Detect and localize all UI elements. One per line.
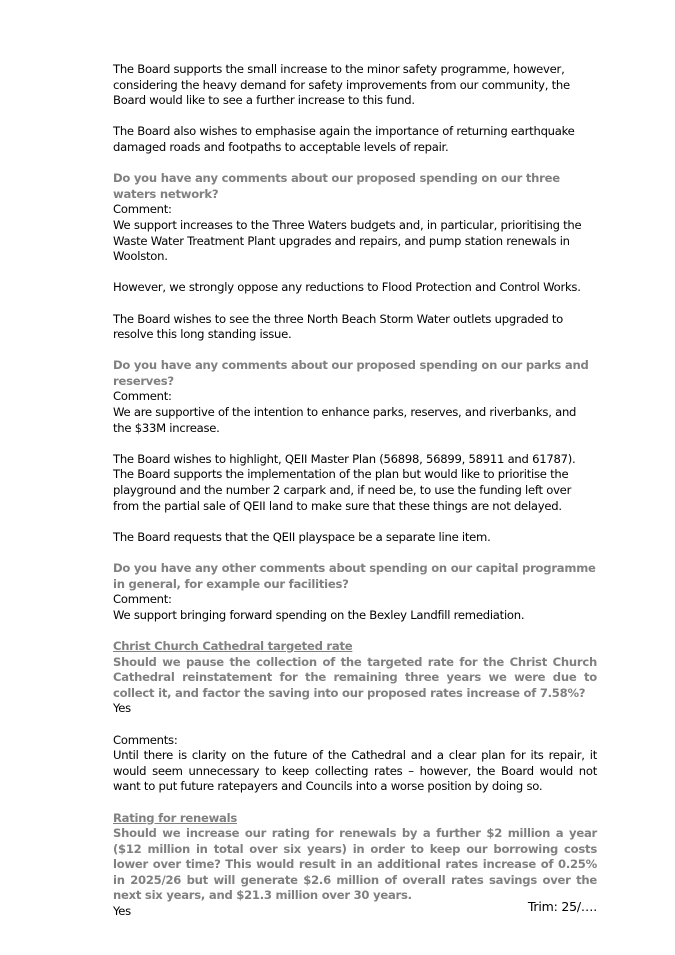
renewals-heading: Rating for renewals	[113, 810, 237, 825]
safety-paragraph: The Board supports the small increase to the minor safety programme, however, considering the heavy demand for safety improvements from our community, the Board would like to see a further increase to this fund.	[113, 62, 570, 108]
qeii-playspace-paragraph: The Board requests that the QEII playspace be a separate line item.	[113, 529, 491, 544]
cathedral-comments-label: Comments:	[113, 732, 178, 747]
parks-question: Do you have any comments about our proposed spending on our parks and reserves?	[113, 358, 589, 388]
cathedral-question: Should we pause the collection of the targeted rate for the Christ Church Cathedral reinstatement for the remaining three years we were due to collect it, and factor the saving into our proposed rates increase of 7.58%?	[113, 654, 597, 700]
three-waters-comment: We support increases to the Three Waters budgets and, in particular, prioritising the Waste Water Treatment Plant upgrades and repairs, and pump station renewals in Woolston.	[113, 217, 582, 264]
cathedral-answer: Yes	[113, 701, 131, 716]
three-waters-comment-label: Comment:	[113, 202, 172, 217]
renewals-answer: Yes	[113, 904, 131, 919]
qeii-master-plan-paragraph: The Board wishes to highlight, QEII Master Plan (56898, 56899, 58911 and 61787). The Board supports the implementation of the plan but would like to prioritise the playground and the number 2 carpark and, if need be, to use the funding left over from the partial sale of QEII land to make sure that these things are not delayed.	[113, 451, 576, 513]
trim-reference: Trim: 25/….	[527, 899, 597, 914]
earthquake-paragraph: The Board also wishes to emphasise again the importance of returning earthquake damaged roads and footpaths to acceptable levels of repair.	[113, 124, 575, 154]
storm-water-paragraph: The Board wishes to see the three North Beach Storm Water outlets upgraded to resolve this long standing issue.	[113, 311, 564, 342]
parks-comment-label: Comment:	[113, 389, 172, 404]
renewals-question: Should we increase our rating for renewals by a further $2 million a year ($12 million in total over six years) in order to keep our borrowing costs lower over time? This would result in an additional rates increase of 0.25% in 2025/26 but will generate $2.6 million of overall rates savings over the next six years, and $21.3 million over 30 years.	[113, 826, 597, 903]
cathedral-comment: Until there is clarity on the future of the Cathedral and a clear plan for its repair, it would seem unnecessary to keep collecting rates – however, the Board would not want to put future ratepayers and Councils into a worse position by doing so.	[113, 748, 597, 794]
capital-programme-question: Do you have any other comments about spending on our capital programme in general, for example our facilities?	[113, 561, 596, 591]
three-waters-question: Do you have any comments about our proposed spending on our three waters network?	[113, 171, 560, 201]
parks-comment: We are supportive of the intention to enhance parks, reserves, and riverbanks, and the $33M increase.	[113, 405, 577, 435]
document-body	[113, 62, 597, 920]
flood-protection-paragraph: However, we strongly oppose any reductions to Flood Protection and Control Works.	[113, 280, 581, 295]
capital-comment: We support bringing forward spending on the Bexley Landfill remediation.	[113, 607, 525, 622]
cathedral-heading: Christ Church Cathedral targeted rate	[113, 638, 353, 653]
capital-comment-label: Comment:	[113, 592, 172, 607]
